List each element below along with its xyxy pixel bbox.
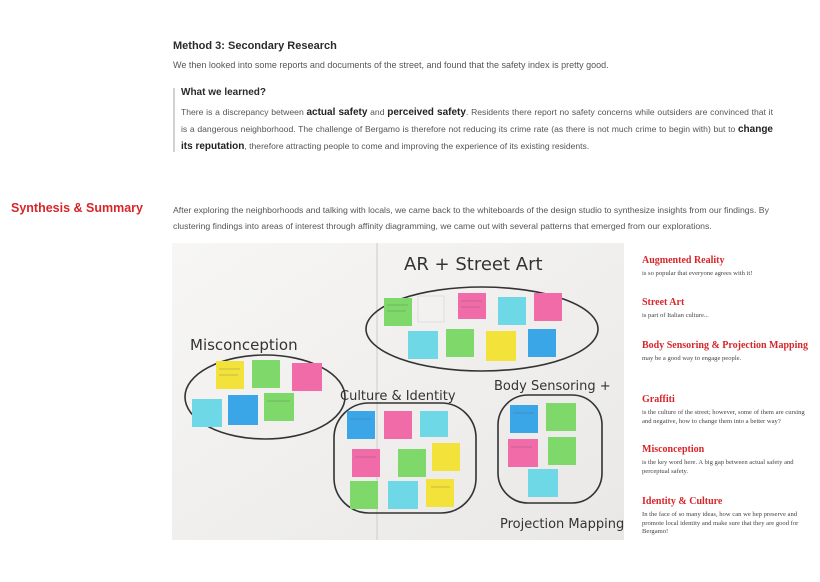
method-text: We then looked into some reports and documents of the street, and found that the safety index is pretty good.	[173, 60, 609, 70]
label-misconception: Misconception	[190, 336, 298, 354]
legend-desc: In the face of so many ideas, how can we hep preserve and promote local identity and make sure that they are good for Bergamo!	[642, 511, 799, 535]
learned-title: What we learned?	[181, 87, 267, 98]
whiteboard-photo	[172, 243, 624, 540]
legend-desc: may be a good way to engage people.	[642, 355, 742, 362]
legend-desc: is so popular that everyone agrees with it!	[642, 270, 753, 277]
legend-item-misconception	[642, 444, 812, 476]
legend-title: Graffiti	[642, 394, 675, 405]
legend-title: Street Art	[642, 297, 685, 308]
label-culture: Culture & Identity	[340, 389, 456, 404]
label-ar: AR + Street Art	[404, 254, 543, 275]
emphasis-change-reputation: change its reputation	[181, 124, 773, 152]
section-title: Synthesis & Summary	[11, 201, 143, 215]
method-title: Method 3: Secondary Research	[173, 40, 337, 52]
label-projection: Projection Mapping	[500, 517, 624, 532]
quote-bar	[173, 88, 175, 152]
emphasis-actual-safety: actual safety	[306, 107, 368, 118]
legend-item-identity	[642, 496, 812, 537]
label-body: Body Sensoring +	[494, 379, 611, 394]
legend-title: Augmented Reality	[642, 255, 725, 266]
legend-item-body-sensoring	[642, 340, 812, 364]
whiteboard-drawing	[172, 243, 624, 540]
learned-paragraph: There is a discrepancy between actual safety and perceived safety. Residents there report no safety concerns while outsiders are convinced that it is a dangerous neighborhood. The challenge of Bergamo is therefore not reducing its crime rate (as there is not much crime to begin with) but to change its reputation, therefore attracting people to come and improving the experience of its existing residents.	[181, 107, 773, 152]
sticky-notes-culture	[347, 411, 460, 509]
synthesis-text: After exploring the neighborhoods and talking with locals, we came back to the whiteboards of the design studio to synthesize insights from our findings. By clustering findings into areas of interest through affinity diagramming, we came out with several patterns that emerged from our explorations.	[173, 205, 769, 231]
legend-item-street-art	[642, 297, 812, 321]
legend-desc: is part of Italian culture...	[642, 312, 709, 319]
legend-item-graffiti	[642, 394, 812, 426]
emphasis-perceived-safety: perceived safety	[387, 107, 466, 118]
legend-item-ar	[642, 255, 812, 279]
legend-desc: is the key word here. A big gap between actual safety and perceptual safety.	[642, 459, 794, 475]
legend-title: Body Sensoring & Projection Mapping	[642, 340, 808, 351]
legend-title: Misconception	[642, 444, 705, 455]
legend-title: Identity & Culture	[642, 496, 723, 507]
legend-desc: is the culture of the street; however, some of them are cursing and negative, how to change them into a better way?	[642, 409, 805, 425]
